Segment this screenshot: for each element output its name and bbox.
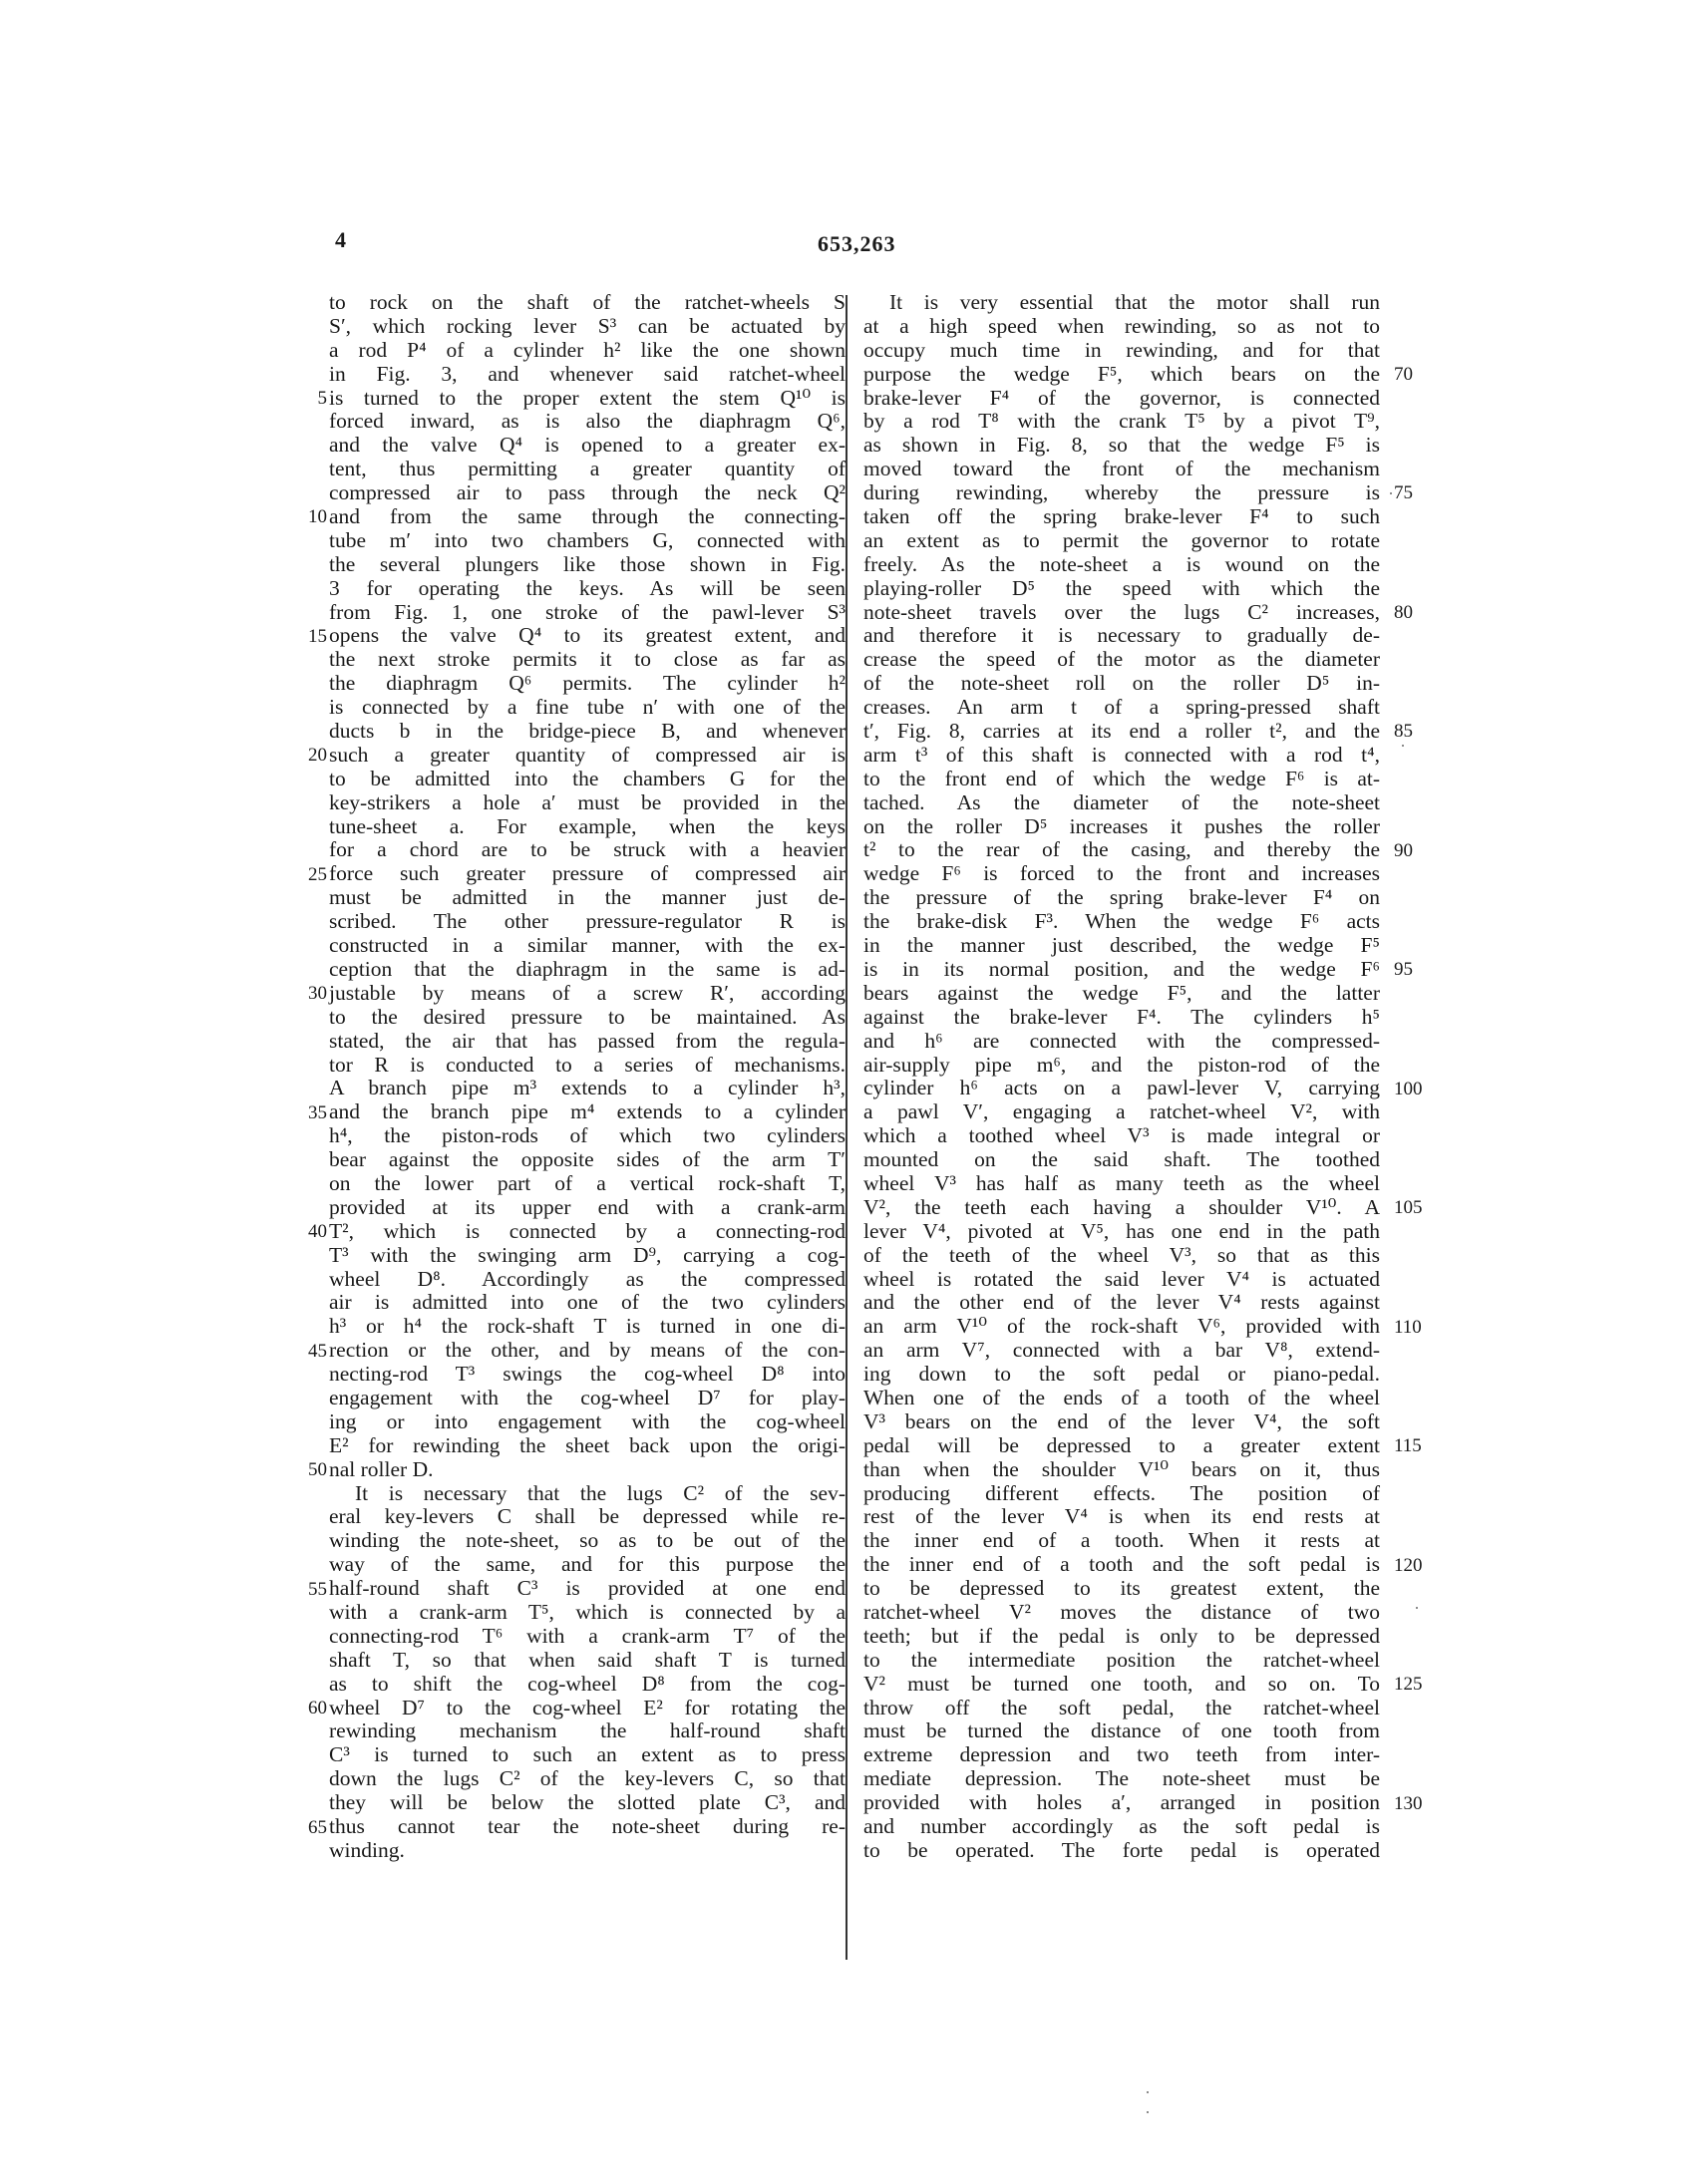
- page-number: 4: [335, 227, 346, 252]
- text-line: a rod P⁴ of a cylinder h² like the one shown: [329, 337, 846, 362]
- line-number: 95: [1394, 959, 1413, 981]
- print-speck: [1402, 745, 1404, 747]
- text-line: and the other end of the lever V⁴ rests against: [863, 1290, 1380, 1315]
- text-line: air-supply pipe m⁶, and the piston-rod of the: [863, 1052, 1380, 1077]
- text-line: winding.: [329, 1837, 405, 1862]
- text-line: to be depressed to its greatest extent, the: [863, 1576, 1380, 1601]
- text-line: provided at its upper end with a crank-arm: [329, 1194, 846, 1219]
- text-line: against the brake-lever F⁴. The cylinders h⁵: [863, 1004, 1380, 1029]
- text-line: constructed in a similar manner, with the ex-: [329, 933, 846, 958]
- line-number: 50: [308, 1459, 327, 1481]
- text-line: mediate depression. The note-sheet must be: [863, 1766, 1380, 1791]
- text-line: ducts b in the bridge-piece B, and whenever: [329, 719, 846, 744]
- text-line: to the intermediate position the ratchet-wheel: [863, 1647, 1380, 1672]
- text-line: When one of the ends of a tooth of the wheel: [863, 1385, 1380, 1409]
- text-line: on the lower part of a vertical rock-shaft T,: [329, 1170, 846, 1195]
- line-number: 125: [1394, 1674, 1423, 1696]
- text-line: T², which is connected by a connecting-rod: [329, 1218, 846, 1243]
- text-line: in Fig. 3, and whenever said ratchet-wheel: [329, 361, 846, 386]
- text-line: is turned to the proper extent the stem Q¹⁰ is: [329, 385, 846, 410]
- line-number: 5: [317, 387, 327, 409]
- text-line: the diaphragm Q⁶ permits. The cylinder h²: [329, 671, 846, 696]
- text-line: taken off the spring brake-lever F⁴ to such: [863, 504, 1380, 529]
- line-number: 80: [1394, 601, 1413, 623]
- text-line: and the branch pipe m⁴ extends to a cylinder: [329, 1099, 846, 1124]
- text-line: wedge F⁶ is forced to the front and increases: [863, 861, 1380, 886]
- text-line: bear against the opposite sides of the arm T′: [329, 1147, 846, 1172]
- text-line: to rock on the shaft of the ratchet-wheels S: [329, 290, 846, 314]
- text-line: way of the same, and for this purpose the: [329, 1552, 846, 1577]
- text-line: 3 for operating the keys. As will be seen: [329, 575, 846, 600]
- text-line: of the teeth of the wheel V³, so that as this: [863, 1242, 1380, 1267]
- text-line: justable by means of a screw R′, according: [329, 980, 846, 1005]
- text-line: tune-sheet a. For example, when the keys: [329, 813, 846, 838]
- text-line: forced inward, as is also the diaphragm Q⁶,: [329, 409, 846, 434]
- line-number: 45: [308, 1340, 327, 1362]
- line-number: 65: [308, 1816, 327, 1838]
- line-number: 100: [1394, 1078, 1423, 1099]
- text-line: an extent as to permit the governor to rotate: [863, 527, 1380, 552]
- text-line: the next stroke permits it to close as far as: [329, 647, 846, 672]
- text-line: and h⁶ are connected with the compressed-: [863, 1028, 1380, 1053]
- text-line: It is necessary that the lugs C² of the sev-: [355, 1480, 846, 1505]
- text-line: force such greater pressure of compressed air: [329, 861, 846, 886]
- text-line: V³ bears on the end of the lever V⁴, the soft: [863, 1408, 1380, 1433]
- text-line: brake-lever F⁴ of the governor, is connected: [863, 385, 1380, 410]
- text-line: eral key-levers C shall be depressed while re-: [329, 1504, 846, 1529]
- text-line: and number accordingly as the soft pedal is: [863, 1814, 1380, 1838]
- line-number: 115: [1394, 1435, 1422, 1457]
- text-line: cylinder h⁶ acts on a pawl-lever V, carrying: [863, 1076, 1380, 1100]
- text-line: than when the shoulder V¹⁰ bears on it, thus: [863, 1456, 1380, 1481]
- text-line: to the desired pressure to be maintained. As: [329, 1004, 846, 1029]
- text-line: and therefore it is necessary to gradually de-: [863, 623, 1380, 648]
- text-line: opens the valve Q⁴ to its greatest extent, and: [329, 623, 846, 648]
- line-number: 20: [308, 745, 327, 767]
- text-line: purpose the wedge F⁵, which bears on the: [863, 361, 1380, 386]
- text-line: an arm V⁷, connected with a bar V⁸, extend-: [863, 1338, 1380, 1363]
- text-line: V² must be turned one tooth, and so on. To: [863, 1671, 1380, 1696]
- text-line: extreme depression and two teeth from inter-: [863, 1742, 1380, 1767]
- text-line: such a greater quantity of compressed air is: [329, 742, 846, 767]
- text-line: the several plungers like those shown in Fig.: [329, 551, 846, 576]
- text-line: an arm V¹⁰ of the rock-shaft V⁶, provided with: [863, 1314, 1380, 1339]
- print-speck: [1147, 2111, 1149, 2113]
- text-line: and the valve Q⁴ is opened to a greater ex-: [329, 433, 846, 458]
- text-line: mounted on the said shaft. The toothed: [863, 1147, 1380, 1172]
- text-line: A branch pipe m³ extends to a cylinder h³,: [329, 1076, 846, 1100]
- text-line: to be operated. The forte pedal is operated: [863, 1837, 1380, 1862]
- text-line: h³ or h⁴ the rock-shaft T is turned in one di-: [329, 1314, 846, 1339]
- text-line: producing different effects. The position of: [863, 1480, 1380, 1505]
- text-line: at a high speed when rewinding, so as not to: [863, 313, 1380, 338]
- text-line: the inner end of a tooth. When it rests at: [863, 1528, 1380, 1553]
- text-line: rest of the lever V⁴ is when its end rests at: [863, 1504, 1380, 1529]
- text-line: T³ with the swinging arm D⁹, carrying a cog-: [329, 1242, 846, 1267]
- text-line: by a rod T⁸ with the crank T⁵ by a pivot T⁹,: [863, 409, 1380, 434]
- line-number: 30: [308, 983, 327, 1005]
- text-line: as shown in Fig. 8, so that the wedge F⁵ is: [863, 433, 1380, 458]
- line-number: 35: [308, 1101, 327, 1123]
- text-line: note-sheet travels over the lugs C² increases,: [863, 599, 1380, 624]
- text-line: down the lugs C² of the key-levers C, so that: [329, 1766, 846, 1791]
- text-line: rewinding mechanism the half-round shaft: [329, 1718, 846, 1743]
- text-line: t′, Fig. 8, carries at its end a roller t², and the: [863, 719, 1380, 744]
- column-divider: [846, 295, 848, 1960]
- line-number: 105: [1394, 1197, 1423, 1219]
- text-line: creases. An arm t of a spring-pressed shaft: [863, 695, 1380, 720]
- text-line: on the roller D⁵ increases it pushes the roller: [863, 813, 1380, 838]
- text-line: the pressure of the spring brake-lever F⁴ on: [863, 885, 1380, 910]
- text-line: nal roller D.: [329, 1456, 434, 1481]
- text-line: freely. As the note-sheet a is wound on the: [863, 551, 1380, 576]
- text-line: tor R is conducted to a series of mechanisms.: [329, 1052, 846, 1077]
- text-line: half-round shaft C³ is provided at one end: [329, 1576, 846, 1601]
- text-line: engagement with the cog-wheel D⁷ for play-: [329, 1385, 846, 1409]
- line-number: 110: [1394, 1316, 1422, 1338]
- text-line: from Fig. 1, one stroke of the pawl-lever S³: [329, 599, 846, 624]
- line-number: 15: [308, 625, 327, 647]
- text-line: tached. As the diameter of the note-sheet: [863, 789, 1380, 814]
- text-line: to be admitted into the chambers G for the: [329, 766, 846, 790]
- text-line: shaft T, so that when said shaft T is turned: [329, 1647, 846, 1672]
- text-line: wheel is rotated the said lever V⁴ is actuated: [863, 1266, 1380, 1291]
- text-line: in the manner just described, the wedge F⁵: [863, 933, 1380, 958]
- text-line: V², the teeth each having a shoulder V¹⁰. A: [863, 1194, 1380, 1219]
- print-speck: [1390, 492, 1392, 494]
- text-line: provided with holes a′, arranged in position: [863, 1790, 1380, 1815]
- text-line: and from the same through the connecting-: [329, 504, 846, 529]
- text-line: scribed. The other pressure-regulator R is: [329, 909, 846, 934]
- text-line: teeth; but if the pedal is only to be depressed: [863, 1623, 1380, 1648]
- text-line: air is admitted into one of the two cylinders: [329, 1290, 846, 1315]
- text-line: wheel V³ has half as many teeth as the wheel: [863, 1170, 1380, 1195]
- text-line: with a crank-arm T⁵, which is connected by a: [329, 1599, 846, 1624]
- text-line: ception that the diaphragm in the same is ad-: [329, 956, 846, 981]
- text-line: the inner end of a tooth and the soft pedal is: [863, 1552, 1380, 1577]
- text-line: to the front end of which the wedge F⁶ is at-: [863, 766, 1380, 790]
- line-number: 120: [1394, 1554, 1423, 1576]
- text-line: must be turned the distance of one tooth from: [863, 1718, 1380, 1743]
- text-line: ing down to the soft pedal or piano-pedal.: [863, 1362, 1380, 1387]
- text-line: h⁴, the piston-rods of which two cylinders: [329, 1123, 846, 1148]
- text-line: throw off the soft pedal, the ratchet-wheel: [863, 1695, 1380, 1719]
- line-number: 70: [1394, 363, 1413, 385]
- text-line: of the note-sheet roll on the roller D⁵ in-: [863, 671, 1380, 696]
- text-line: thus cannot tear the note-sheet during re-: [329, 1814, 846, 1838]
- text-line: lever V⁴, pivoted at V⁵, has one end in the path: [863, 1218, 1380, 1243]
- text-line: a pawl V′, engaging a ratchet-wheel V², with: [863, 1099, 1380, 1124]
- text-line: pedal will be depressed to a greater extent: [863, 1432, 1380, 1457]
- left-column: [329, 291, 846, 1863]
- text-line: key-strikers a hole a′ must be provided in the: [329, 789, 846, 814]
- text-line: which a toothed wheel V³ is made integral or: [863, 1123, 1380, 1148]
- text-line: playing-roller D⁵ the speed with which the: [863, 575, 1380, 600]
- text-line: wheel D⁸. Accordingly as the compressed: [329, 1266, 846, 1291]
- text-line: crease the speed of the motor as the diameter: [863, 647, 1380, 672]
- text-line: wheel D⁷ to the cog-wheel E² for rotating the: [329, 1695, 846, 1719]
- text-line: must be admitted in the manner just de-: [329, 885, 846, 910]
- text-line: arm t³ of this shaft is connected with a rod t⁴,: [863, 742, 1380, 767]
- patent-number: 653,263: [818, 231, 896, 256]
- text-line: they will be below the slotted plate C³, and: [329, 1790, 846, 1815]
- line-number: 130: [1394, 1792, 1423, 1814]
- text-line: t² to the rear of the casing, and thereby the: [863, 837, 1380, 862]
- text-line: ratchet-wheel V² moves the distance of two: [863, 1599, 1380, 1624]
- line-number: 75: [1394, 482, 1413, 504]
- print-speck: [1147, 2091, 1149, 2093]
- line-number: 60: [308, 1698, 327, 1719]
- line-number: 10: [308, 506, 327, 528]
- right-column: [863, 291, 1380, 1863]
- text-line: E² for rewinding the sheet back upon the origi-: [329, 1432, 846, 1457]
- text-line: for a chord are to be struck with a heavier: [329, 837, 846, 862]
- text-line: C³ is turned to such an extent as to press: [329, 1742, 846, 1767]
- text-line: bears against the wedge F⁵, and the latter: [863, 980, 1380, 1005]
- text-line: as to shift the cog-wheel D⁸ from the cog-: [329, 1671, 846, 1696]
- text-line: is connected by a fine tube n′ with one of the: [329, 695, 846, 720]
- text-line: tent, thus permitting a greater quantity of: [329, 457, 846, 481]
- text-line: It is very essential that the motor shall run: [889, 290, 1380, 314]
- line-number: 85: [1394, 721, 1413, 743]
- text-line: connecting-rod T⁶ with a crank-arm T⁷ of the: [329, 1623, 846, 1648]
- text-line: during rewinding, whereby the pressure is: [863, 480, 1380, 505]
- line-number: 40: [308, 1221, 327, 1243]
- line-number: 25: [308, 863, 327, 885]
- text-line: winding the note-sheet, so as to be out of the: [329, 1528, 846, 1553]
- print-speck: [1416, 1607, 1418, 1609]
- text-line: occupy much time in rewinding, and for that: [863, 337, 1380, 362]
- text-line: compressed air to pass through the neck Q²: [329, 480, 846, 505]
- text-line: is in its normal position, and the wedge F⁶: [863, 956, 1380, 981]
- text-line: S′, which rocking lever S³ can be actuated by: [329, 313, 846, 338]
- line-number: 55: [308, 1578, 327, 1600]
- text-line: stated, the air that has passed from the regula-: [329, 1028, 846, 1053]
- text-line: ing or into engagement with the cog-wheel: [329, 1408, 846, 1433]
- line-number: 90: [1394, 839, 1413, 861]
- text-line: necting-rod T³ swings the cog-wheel D⁸ into: [329, 1362, 846, 1387]
- text-line: the brake-disk F³. When the wedge F⁶ acts: [863, 909, 1380, 934]
- text-line: rection or the other, and by means of the con-: [329, 1338, 846, 1363]
- text-line: tube m′ into two chambers G, connected with: [329, 527, 846, 552]
- text-line: moved toward the front of the mechanism: [863, 457, 1380, 481]
